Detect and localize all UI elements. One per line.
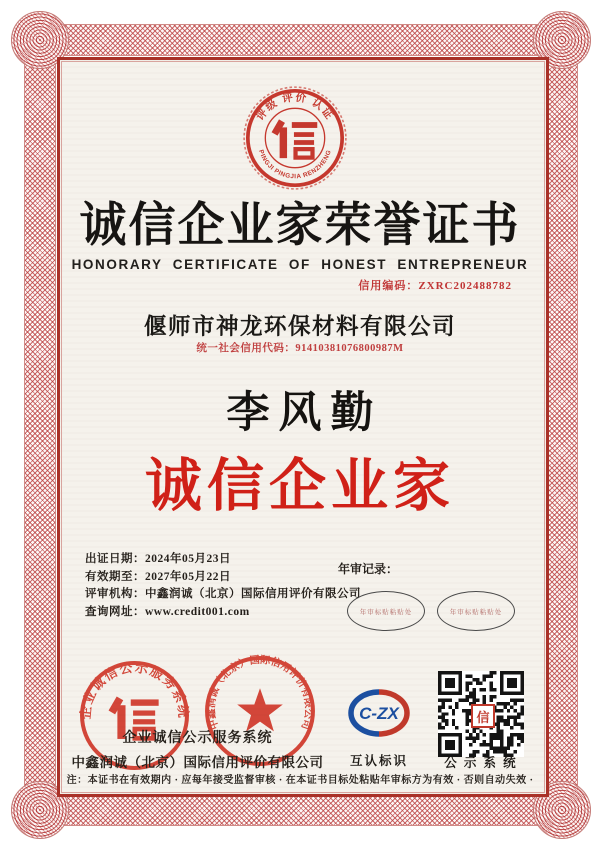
certificate-details	[85, 551, 361, 621]
person-name: 李风勤	[226, 390, 383, 437]
left-seal-arc-text: 企业诚信公示服务系统	[78, 659, 191, 720]
emblem-arc-top-text: 评级 评价 认证	[255, 92, 335, 123]
seal-caption-block	[55, 727, 340, 771]
seal-caption-line1: 企业诚信公示服务系统	[122, 731, 273, 746]
credit-code-line: 信用编码：ZXRC202488782	[358, 280, 512, 292]
certificate-subtitle-en: HONORARY CERTIFICATE OF HONEST ENTREPRENEUR	[71, 257, 529, 272]
detail-valid-until: 有效期至：2027年05月22日	[85, 570, 231, 583]
emblem-xin-glyph-icon	[272, 119, 318, 158]
qr-system-label: 公 示 系 统	[444, 756, 518, 770]
company-name: 偃师市神龙环保材料有限公司	[143, 314, 456, 339]
seal-star-icon	[237, 688, 283, 731]
credit-rating-emblem-icon	[242, 85, 348, 191]
mutual-recognition-label: 互认标识	[349, 754, 408, 768]
honor-title: 诚信企业家	[145, 455, 455, 518]
detail-review-agency: 评审机构：中鑫润诚（北京）国际信用评价有限公司	[85, 588, 361, 600]
qr-center-logo-icon: 信	[471, 704, 495, 728]
emblem-arc-bottom-text: PINGJI PINGJIA RENZHENG	[257, 148, 333, 181]
mutual-recognition-logo-icon	[348, 688, 410, 738]
mutual-logo-text: C-ZX	[359, 704, 399, 723]
certificate-title: 诚信企业家荣誉证书	[79, 200, 521, 252]
detail-query-website: 查询网址：www.credit001.com	[85, 605, 250, 618]
annual-review-label: 年审记录：	[338, 562, 399, 576]
unified-social-credit-code: 统一社会信用代码：91410381076800987M	[196, 343, 404, 354]
svg-text:评级 评价 认证	[253, 91, 336, 123]
right-seal-arc-text: 中鑫润诚（北京）国际信用评价有限公司	[206, 654, 314, 731]
annual-review-sticker-placeholder-1: 年审标贴粘贴处	[347, 591, 425, 631]
seal-caption-line2: 中鑫润诚（北京）国际信用评价有限公司	[71, 755, 324, 770]
detail-issue-date: 出证日期：2024年05月23日	[85, 553, 231, 565]
border-band-bottom	[24, 794, 578, 826]
certificate-note: 注：本证书在有效期内 · 应每年接受监督审核 · 在本证书目标处粘贴年审标方为有效 · 否则自动失效 ·	[66, 775, 534, 786]
annual-review-sticker-placeholder-2: 年审标贴粘贴处	[437, 591, 515, 631]
border-band-top	[24, 24, 578, 56]
